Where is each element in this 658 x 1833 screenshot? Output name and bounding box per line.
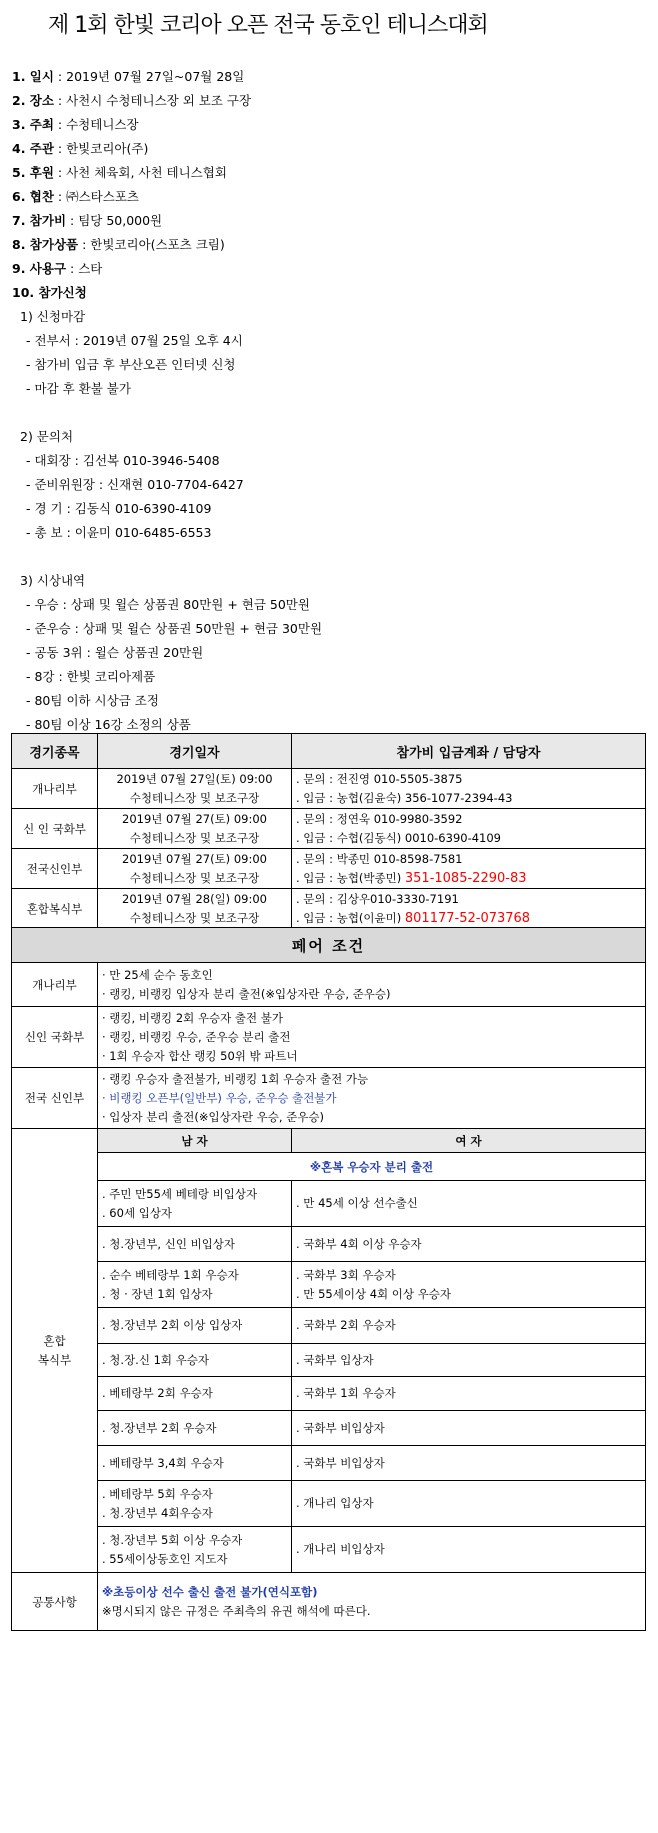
info-value: : 한빛코리아(주) xyxy=(53,141,149,156)
mixed-row xyxy=(12,1411,646,1446)
prizes-item: - 우승 : 상패 및 윌슨 상품권 80만원 + 현금 50만원 xyxy=(26,597,310,612)
schedule-date: 2019년 07월 27(토) 09:00 xyxy=(122,851,267,866)
mixed-female-cell xyxy=(292,1181,646,1227)
prizes-item: - 8강 : 한빛 코리아제품 xyxy=(26,669,156,684)
page-title: 제 1회 한빛 코리아 오픈 전국 동호인 테니스대회 xyxy=(48,13,488,38)
schedule-contact: . 문의 : 전진영 010-5505-3875 xyxy=(296,771,463,786)
female-condition: . 국화부 비입상자 xyxy=(296,1455,385,1470)
mixed-male-cell xyxy=(98,1262,292,1308)
mixed-male-cell xyxy=(98,1481,292,1527)
female-condition: . 만 45세 이상 선수출신 xyxy=(296,1196,418,1210)
mixed-male-cell xyxy=(98,1411,292,1446)
male-condition: . 베테랑부 3,4회 우승자 xyxy=(102,1455,224,1470)
mixed-female-cell xyxy=(292,1227,646,1262)
schedule-contact-cell xyxy=(292,809,646,849)
info-value: : 2019년 07월 27일~07월 28일 xyxy=(53,69,245,84)
common-rules xyxy=(98,1573,646,1631)
info-item xyxy=(12,283,87,301)
schedule-date: 2019년 07월 27(토) 09:00 xyxy=(122,811,267,826)
male-condition: . 베테랑부 2회 우승자 xyxy=(102,1386,213,1400)
contacts-item: - 총 보 : 이윤미 010-6485-6553 xyxy=(26,525,212,540)
pair-group-row xyxy=(12,1007,646,1068)
deadline-item: - 마감 후 환불 불가 xyxy=(26,381,131,396)
account-label: . 입금 : 농협(박종민) xyxy=(296,870,405,885)
male-condition: . 청 · 장년 1회 입상자 xyxy=(102,1286,213,1301)
schedule-date-cell xyxy=(98,769,292,809)
mixed-male-cell xyxy=(98,1344,292,1377)
event-name: 신 인 국화부 xyxy=(23,821,86,836)
pair-rule: · 랭킹, 비랭킹 입상자 분리 출전(※입상자란 우승, 준우승) xyxy=(102,986,391,1001)
male-condition: . 청.장.신 1회 우승자 xyxy=(102,1352,210,1367)
schedule-date-cell xyxy=(98,849,292,889)
contacts-item: - 대회장 : 김선복 010-3946-5408 xyxy=(26,453,220,468)
common-rule-2: ※명시되지 않은 규정은 주최측의 유권 해석에 따른다. xyxy=(102,1603,371,1618)
male-condition: . 청.장년부 5회 이상 우승자 xyxy=(102,1532,243,1547)
info-item xyxy=(12,187,139,205)
schedule-date-cell xyxy=(98,889,292,929)
info-key: 6. 협찬 xyxy=(12,189,54,204)
schedule-contact: . 문의 : 김상우010-3330-7191 xyxy=(296,891,459,906)
schedule-account-line xyxy=(296,829,641,848)
male-condition: . 순수 베테랑부 1회 우승자 xyxy=(102,1267,239,1282)
female-condition: . 국화부 2회 우승자 xyxy=(296,1318,396,1332)
schedule-account-line xyxy=(296,789,641,808)
header-date: 경기일자 xyxy=(98,734,292,769)
schedule-row xyxy=(12,849,646,889)
pair-group-name: 신인 국화부 xyxy=(12,1007,98,1068)
info-key: 1. 일시 xyxy=(12,69,54,84)
pair-rule: · 랭킹 우승자 출전불가, 비랭킹 1회 우승자 출전 가능 xyxy=(102,1071,369,1086)
info-item xyxy=(12,115,139,133)
mixed-group-name xyxy=(12,1129,98,1573)
pair-group-row xyxy=(12,963,646,1007)
info-value: : 한빛코리아(스포츠 크림) xyxy=(78,237,225,252)
male-condition: . 청.장년부 2회 이상 입상자 xyxy=(102,1318,243,1332)
pair-rule: · 랭킹, 비랭킹 2회 우승자 출전 불가 xyxy=(102,1010,283,1025)
schedule-table xyxy=(11,733,646,929)
mixed-row xyxy=(12,1344,646,1377)
female-condition: . 개나리 비입상자 xyxy=(296,1542,385,1556)
schedule-account-line xyxy=(296,869,641,888)
pair-rule: · 1회 우승자 합산 랭킹 50위 밖 파트너 xyxy=(102,1048,298,1063)
schedule-date: 2019년 07월 28(일) 09:00 xyxy=(122,891,267,906)
pair-table xyxy=(11,927,646,1631)
schedule-contact-cell xyxy=(292,849,646,889)
mixed-header-row xyxy=(12,1129,646,1153)
event-name: 전국신인부 xyxy=(26,861,83,876)
event-name: 개나리부 xyxy=(32,781,77,796)
schedule-event xyxy=(12,889,98,929)
pair-group-name: 전국 신인부 xyxy=(12,1068,98,1129)
deadline-heading: 1) 신청마감 xyxy=(20,309,86,324)
female-header-label: 여 자 xyxy=(455,1133,482,1148)
mixed-male-cell xyxy=(98,1527,292,1573)
schedule-venue: 수청테니스장 및 보조구장 xyxy=(129,790,260,805)
schedule-row xyxy=(12,809,646,849)
schedule-contact-cell xyxy=(292,769,646,809)
pair-rule: · 입상자 분리 출전(※입상자란 우승, 준우승) xyxy=(102,1109,324,1124)
male-condition: . 청.장년부, 신인 비입상자 xyxy=(102,1236,236,1251)
info-key: 5. 후원 xyxy=(12,165,54,180)
info-key: 3. 주최 xyxy=(12,117,54,132)
mixed-row xyxy=(12,1527,646,1573)
deadline-item: - 참가비 입금 후 부산오픈 인터넷 신청 xyxy=(26,357,236,372)
prizes-item: - 준우승 : 상패 및 윌슨 상품권 50만원 + 현금 30만원 xyxy=(26,621,323,636)
male-condition: . 베테랑부 5회 우승자 xyxy=(102,1486,213,1501)
mixed-name-1: 혼합 xyxy=(43,1333,66,1348)
mixed-row xyxy=(12,1262,646,1308)
account-label: . 입금 : 농협(김윤숙) xyxy=(296,790,405,805)
male-header xyxy=(98,1129,292,1153)
account-label: . 입금 : 농협(이윤미) xyxy=(296,910,405,925)
mixed-female-cell xyxy=(292,1481,646,1527)
pair-rule: · 비랭킹 오픈부(일반부) 우승, 준우승 출전불가 xyxy=(102,1090,337,1105)
pair-group-rules xyxy=(98,963,646,1007)
info-value: : 팀당 50,000원 xyxy=(66,213,163,228)
schedule-venue: 수청테니스장 및 보조구장 xyxy=(129,870,260,885)
info-key: 10. 참가신청 xyxy=(12,285,87,300)
deadline-item: - 전부서 : 2019년 07월 25일 오후 4시 xyxy=(26,333,243,348)
info-key: 4. 주관 xyxy=(12,141,54,156)
mixed-row xyxy=(12,1446,646,1481)
male-condition: . 60세 입상자 xyxy=(102,1205,173,1220)
mixed-female-cell xyxy=(292,1308,646,1344)
common-rule-1: ※초등이상 선수 출신 출전 불가(연식포함) xyxy=(102,1584,318,1599)
prizes-item: - 80팀 이상 16강 소정의 상품 xyxy=(26,717,191,732)
account-number: 356-1077-2394-43 xyxy=(404,790,513,805)
mixed-male-cell xyxy=(98,1377,292,1411)
male-condition: . 주민 만55세 베테랑 비입상자 xyxy=(102,1186,258,1201)
prizes-heading: 3) 시상내역 xyxy=(20,573,86,588)
mixed-male-cell xyxy=(98,1308,292,1344)
pair-group-name: 개나리부 xyxy=(12,963,98,1007)
mixed-row xyxy=(12,1377,646,1411)
mixed-row xyxy=(12,1181,646,1227)
prizes-item: - 80팀 이하 시상금 조정 xyxy=(26,693,159,708)
mixed-male-cell xyxy=(98,1446,292,1481)
info-item xyxy=(12,259,102,277)
info-item xyxy=(12,163,227,181)
event-name: 혼합복식부 xyxy=(26,901,83,916)
schedule-event xyxy=(12,849,98,889)
info-key: 9. 사용구 xyxy=(12,261,67,276)
info-item xyxy=(12,235,225,253)
male-condition: . 55세이상동호인 지도자 xyxy=(102,1551,228,1566)
schedule-venue: 수청테니스장 및 보조구장 xyxy=(129,910,260,925)
info-value: : ㈜스타스포츠 xyxy=(53,189,139,204)
mixed-name-2: 복식부 xyxy=(37,1352,72,1367)
mixed-female-cell xyxy=(292,1377,646,1411)
pair-group-rules xyxy=(98,1068,646,1129)
male-condition: . 청.장년부 2회 우승자 xyxy=(102,1420,217,1435)
male-condition: . 청.장년부 4회우승자 xyxy=(102,1505,213,1520)
female-header xyxy=(292,1129,646,1153)
mixed-note: ※혼복 우승자 분리 출전 xyxy=(98,1153,646,1181)
mixed-female-cell xyxy=(292,1262,646,1308)
pair-rule: · 랭킹, 비랭킹 우승, 준우승 분리 출전 xyxy=(102,1029,291,1044)
mixed-row xyxy=(12,1308,646,1344)
mixed-row xyxy=(12,1227,646,1262)
info-item xyxy=(12,67,244,85)
info-key: 7. 참가비 xyxy=(12,213,67,228)
common-row xyxy=(12,1573,646,1631)
pair-title: 페어 조건 xyxy=(12,928,646,963)
mixed-male-cell xyxy=(98,1181,292,1227)
male-header-label: 남 자 xyxy=(181,1133,208,1148)
female-condition: . 국화부 입상자 xyxy=(296,1352,374,1367)
pair-group-rules xyxy=(98,1007,646,1068)
mixed-female-cell xyxy=(292,1527,646,1573)
schedule-venue: 수청테니스장 및 보조구장 xyxy=(129,830,260,845)
schedule-contact: . 문의 : 정연욱 010-9980-3592 xyxy=(296,811,463,826)
schedule-date: 2019년 07월 27일(토) 09:00 xyxy=(116,771,273,786)
info-key: 2. 장소 xyxy=(12,93,54,108)
schedule-row xyxy=(12,889,646,929)
mixed-female-cell xyxy=(292,1446,646,1481)
mixed-female-cell xyxy=(292,1411,646,1446)
female-condition: . 국화부 4회 이상 우승자 xyxy=(296,1236,422,1251)
contacts-heading: 2) 문의처 xyxy=(20,429,74,444)
prizes-item: - 공동 3위 : 윌슨 상품권 20만원 xyxy=(26,645,204,660)
schedule-contact-cell xyxy=(292,889,646,929)
schedule-account-line xyxy=(296,909,641,928)
info-item xyxy=(12,91,251,109)
schedule-event xyxy=(12,769,98,809)
contacts-item: - 경 기 : 김동식 010-6390-4109 xyxy=(26,501,212,516)
female-condition: . 개나리 입상자 xyxy=(296,1496,374,1510)
info-value: : 사천 체육회, 사천 테니스협회 xyxy=(53,165,227,180)
schedule-row xyxy=(12,769,646,809)
female-condition: . 국화부 1회 우승자 xyxy=(296,1386,396,1400)
info-item xyxy=(12,139,148,157)
account-number: 801177-52-073768 xyxy=(404,910,531,926)
contacts-item: - 준비위원장 : 신재현 010-7704-6427 xyxy=(26,477,244,492)
female-condition: . 국화부 비입상자 xyxy=(296,1420,385,1435)
female-condition: . 만 55세이상 4회 이상 우승자 xyxy=(296,1286,451,1301)
info-key: 8. 참가상품 xyxy=(12,237,79,252)
mixed-row xyxy=(12,1481,646,1527)
info-value: : 수청테니스장 xyxy=(53,117,139,132)
account-label: . 입금 : 수협(김동식) xyxy=(296,830,405,845)
schedule-contact: . 문의 : 박종민 010-8598-7581 xyxy=(296,851,463,866)
pair-group-row xyxy=(12,1068,646,1129)
account-number: 351-1085-2290-83 xyxy=(404,870,527,886)
mixed-note-row xyxy=(12,1153,646,1181)
common-name: 공통사항 xyxy=(12,1573,98,1631)
pair-rule: · 만 25세 순수 동호인 xyxy=(102,967,213,982)
schedule-date-cell xyxy=(98,809,292,849)
female-condition: . 국화부 3회 우승자 xyxy=(296,1267,396,1282)
mixed-male-cell xyxy=(98,1227,292,1262)
schedule-event xyxy=(12,809,98,849)
header-event: 경기종목 xyxy=(12,734,98,769)
info-value: : 스타 xyxy=(66,261,103,276)
mixed-female-cell xyxy=(292,1344,646,1377)
info-item xyxy=(12,211,162,229)
info-value: : 사천시 수청테니스장 외 보조 구장 xyxy=(53,93,252,108)
header-account: 참가비 입금계좌 / 담당자 xyxy=(292,734,646,769)
account-number: 0010-6390-4109 xyxy=(404,830,501,845)
